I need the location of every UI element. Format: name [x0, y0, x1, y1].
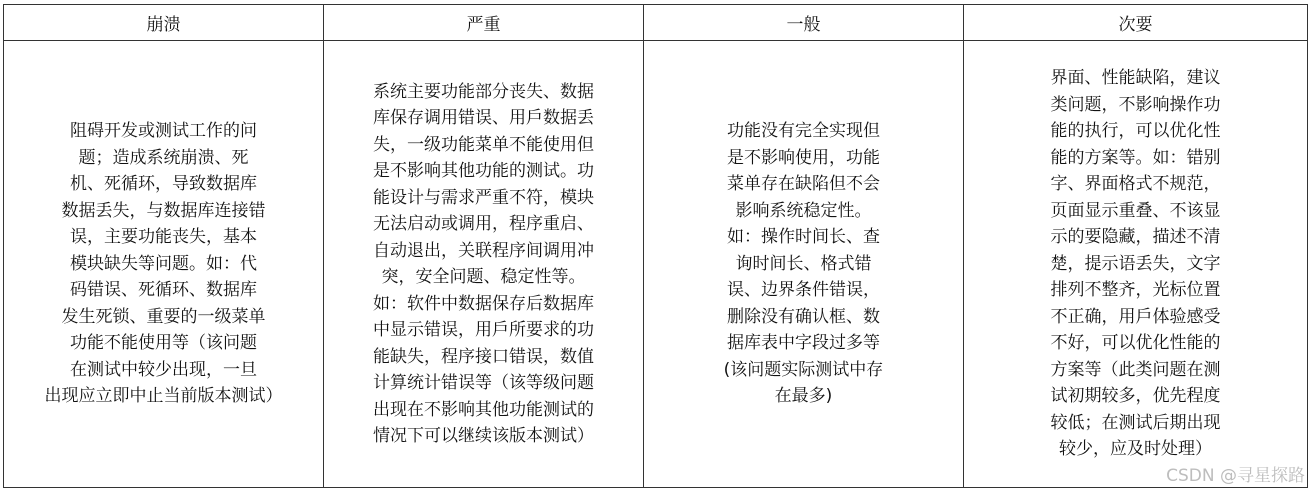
cell-crash-text: 阻碍开发或测试工作的问 题；造成系统崩溃、死 机、死循环，导致数据库 数据丢失，与数据库连接错 误，主要功能丧失，基本 模块缺失等问题。如：代 码错误、死循环、数据库 发生死锁、重要的一级菜单 功能不能使用等（该问题 在测试中较少出现，一旦 出现应立即中止当前版本测试） [44, 121, 283, 407]
cell-crash [4, 41, 324, 488]
cell-severe-text: 系统主要功能部分丧失、数据 库保存调用错误、用戶数据丢 失，一级功能菜单不能使用但 是不影响其他功能的测试。功 能设计与需求严重不符，模块 无法启动或调用，程序重启、 自动退出，关联程序间调用冲 突，安全问题、稳定性等。 如：软件中数据保存后数据库 中显示错误，用戶所要求的功 能缺失，程序接口错误，数值 计算统计错误等（该等级问题 出现在不影响其他功能测试的 情况下可以继续该版本测试） [373, 81, 594, 446]
cell-normal [644, 41, 964, 488]
header-severe: 严重 [324, 5, 644, 41]
cell-minor [964, 41, 1308, 488]
header-normal: 一般 [644, 5, 964, 41]
table-row [4, 41, 1308, 488]
cell-minor-text: 界面、性能缺陷，建议 类问题，不影响操作功 能的执行，可以优化性 能的方案等。如：错别 字、界面格式不规范， 页面显示重叠、不该显 示的要隐藏，描述不清 楚，提示语丢失，文字 排列不整齐，光标位置 不正确，用戶体验感受 不好，可以优化性能的 方案等（此类问题在测 试初期较多，优先程度 较低；在测试后期出现 较少，应及时处理） [1050, 68, 1221, 460]
header-crash: 崩溃 [4, 5, 324, 41]
severity-table [3, 4, 1308, 488]
header-minor: 次要 [964, 5, 1308, 41]
watermark: CSDN @寻星探路 [1164, 461, 1307, 486]
cell-normal-text: 功能没有完全实现但 是不影响使用，功能 菜单存在缺陷但不会 影响系统稳定性。 如：操作时间长、查 询时间长、格式错 误、边界条件错误， 删除没有确认框、数 据库表中字段过多等 (该问题实际测试中存 在最多) [723, 121, 884, 407]
cell-severe [324, 41, 644, 488]
header-row [4, 5, 1308, 41]
